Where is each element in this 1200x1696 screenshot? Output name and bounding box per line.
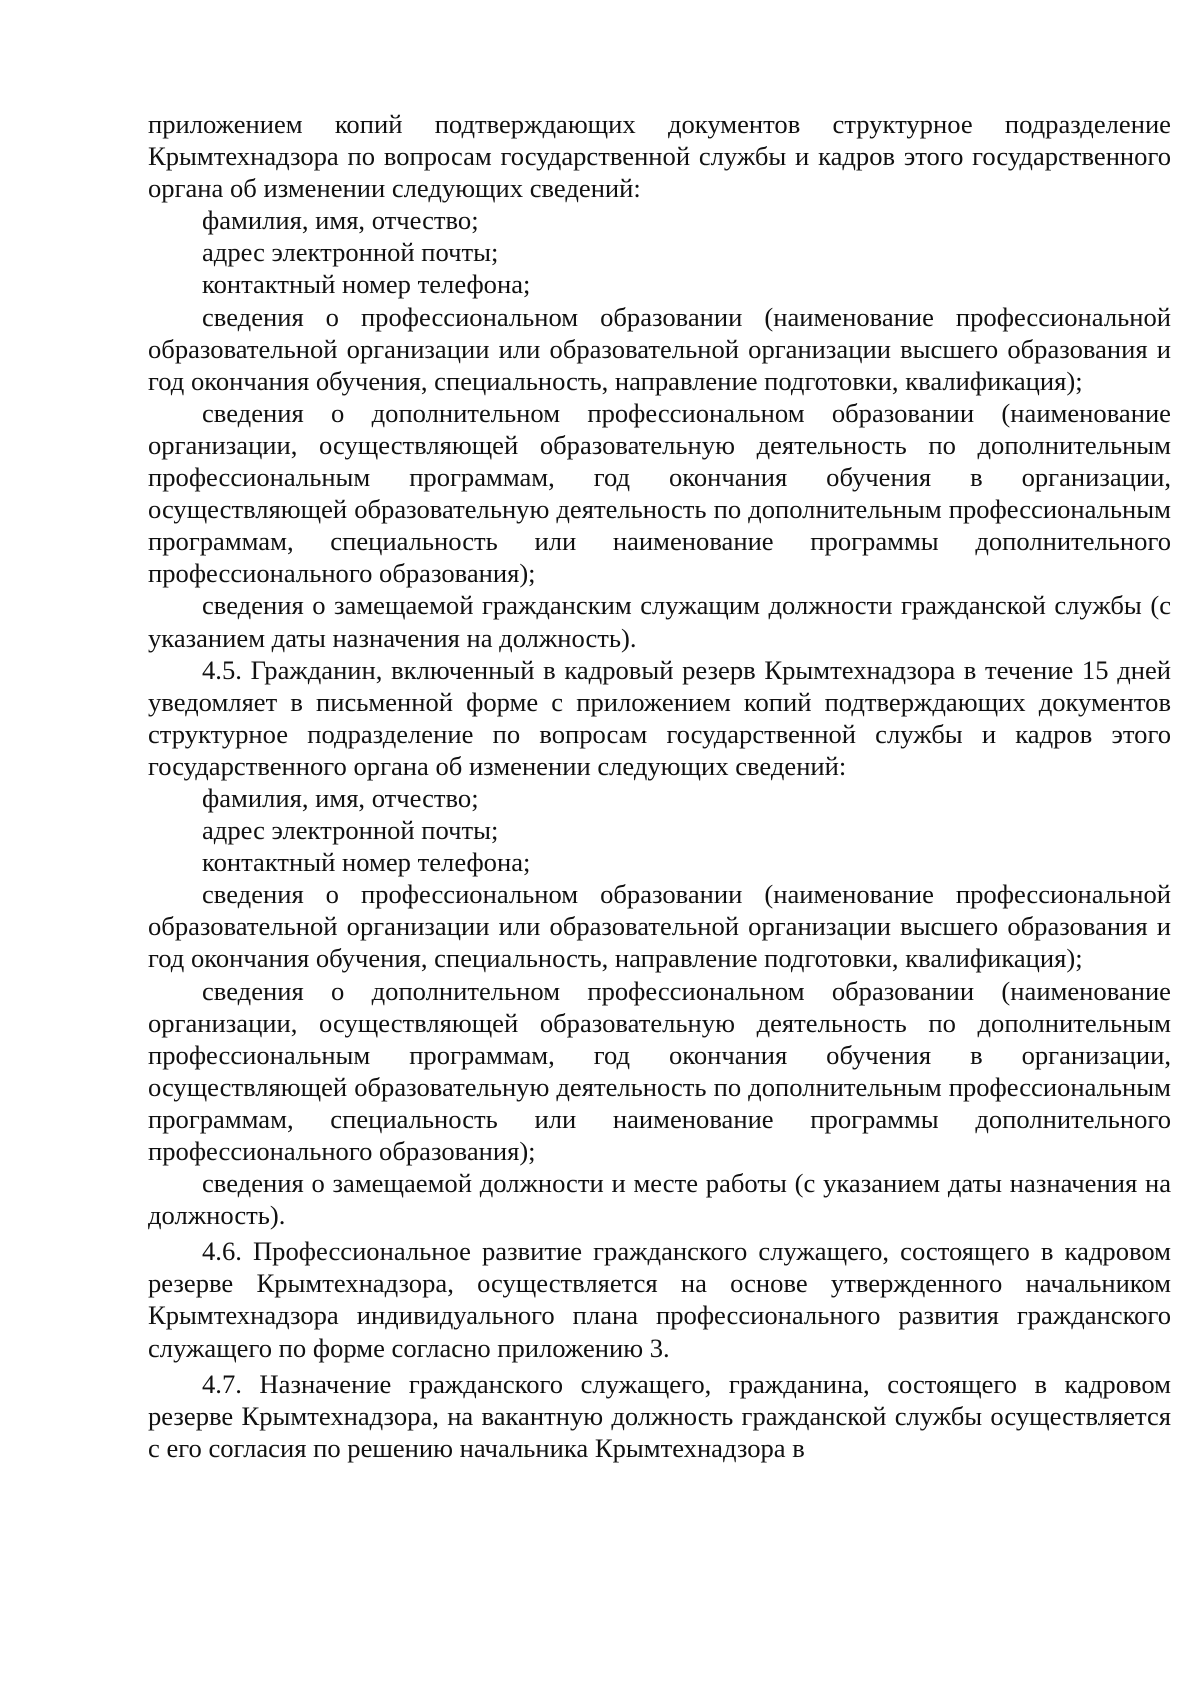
list-item-full-name: фамилия, имя, отчество; (202, 205, 479, 236)
list-item-position-and-workplace: сведения о замещаемой должности и месте работы (с указанием даты назначения на должность). (148, 1168, 1171, 1231)
list-item-full-name-2: фамилия, имя, отчество; (202, 782, 479, 813)
list-item-professional-education: сведения о профессиональном образовании (наименование профессиональной образовательной организации или образовательной организации высшего образования и год окончания обучения, специальность, направление подготовки, квалификация); (148, 301, 1171, 396)
list-item-phone-2: контактный номер телефона; (202, 847, 531, 878)
document-body (148, 108, 1171, 1464)
list-item-additional-education: сведения о дополнительном профессиональном образовании (наименование организации, осуществляющей образовательную деятельность по дополнительным профессиональным программам, год окончания обучения в организации, осуществляющей образовательную деятельность по дополнительным профессиональным программам, специальность или наименование программы дополнительного профессионального образования); (148, 397, 1171, 589)
list-item-phone: контактный номер телефона; (202, 269, 531, 300)
list-item-professional-education-2: сведения о профессиональном образовании (наименование профессиональной образовательной организации или образовательной организации высшего образования и год окончания обучения, специальность, направление подготовки, квалификация); (148, 879, 1171, 974)
paragraph-continuation: приложением копий подтверждающих документов структурное подразделение Крымтехнадзора по вопросам государственной службы и кадров этого государственного органа об изменении следующих сведений: (148, 109, 1171, 204)
list-item-email-2: адрес электронной почты; (202, 815, 499, 846)
list-item-current-position: сведения о замещаемой гражданским служащим должности гражданской службы (с указанием даты назначения на должность). (148, 590, 1171, 653)
clause-4-5: 4.5. Гражданин, включенный в кадровый резерв Крымтехнадзора в течение 15 дней уведомляет в письменной форме с приложением копий подтверждающих документов структурное подразделение по вопросам государственной службы и кадров этого государственного органа об изменении следующих сведений: (148, 654, 1171, 781)
list-item-additional-education-2: сведения о дополнительном профессиональном образовании (наименование организации, осуществляющей образовательную деятельность по дополнительным профессиональным программам, год окончания обучения в организации, осуществляющей образовательную деятельность по дополнительным профессиональным программам, специальность или наименование программы дополнительного профессионального образования); (148, 975, 1171, 1166)
clause-4-7: 4.7. Назначение гражданского служащего, гражданина, состоящего в кадровом резерве Крымтехнадзора, на вакантную должность гражданской службы осуществляется с его согласия по решению начальника Крымтехнадзора в (148, 1368, 1171, 1463)
clause-4-6: 4.6. Профессиональное развитие гражданского служащего, состоящего в кадровом резерве Крымтехнадзора, осуществляется на основе утвержденного начальником Крымтехнадзора индивидуального плана профессионального развития гражданского служащего по форме согласно приложению 3. (148, 1236, 1171, 1363)
list-item-email: адрес электронной почты; (202, 237, 499, 268)
